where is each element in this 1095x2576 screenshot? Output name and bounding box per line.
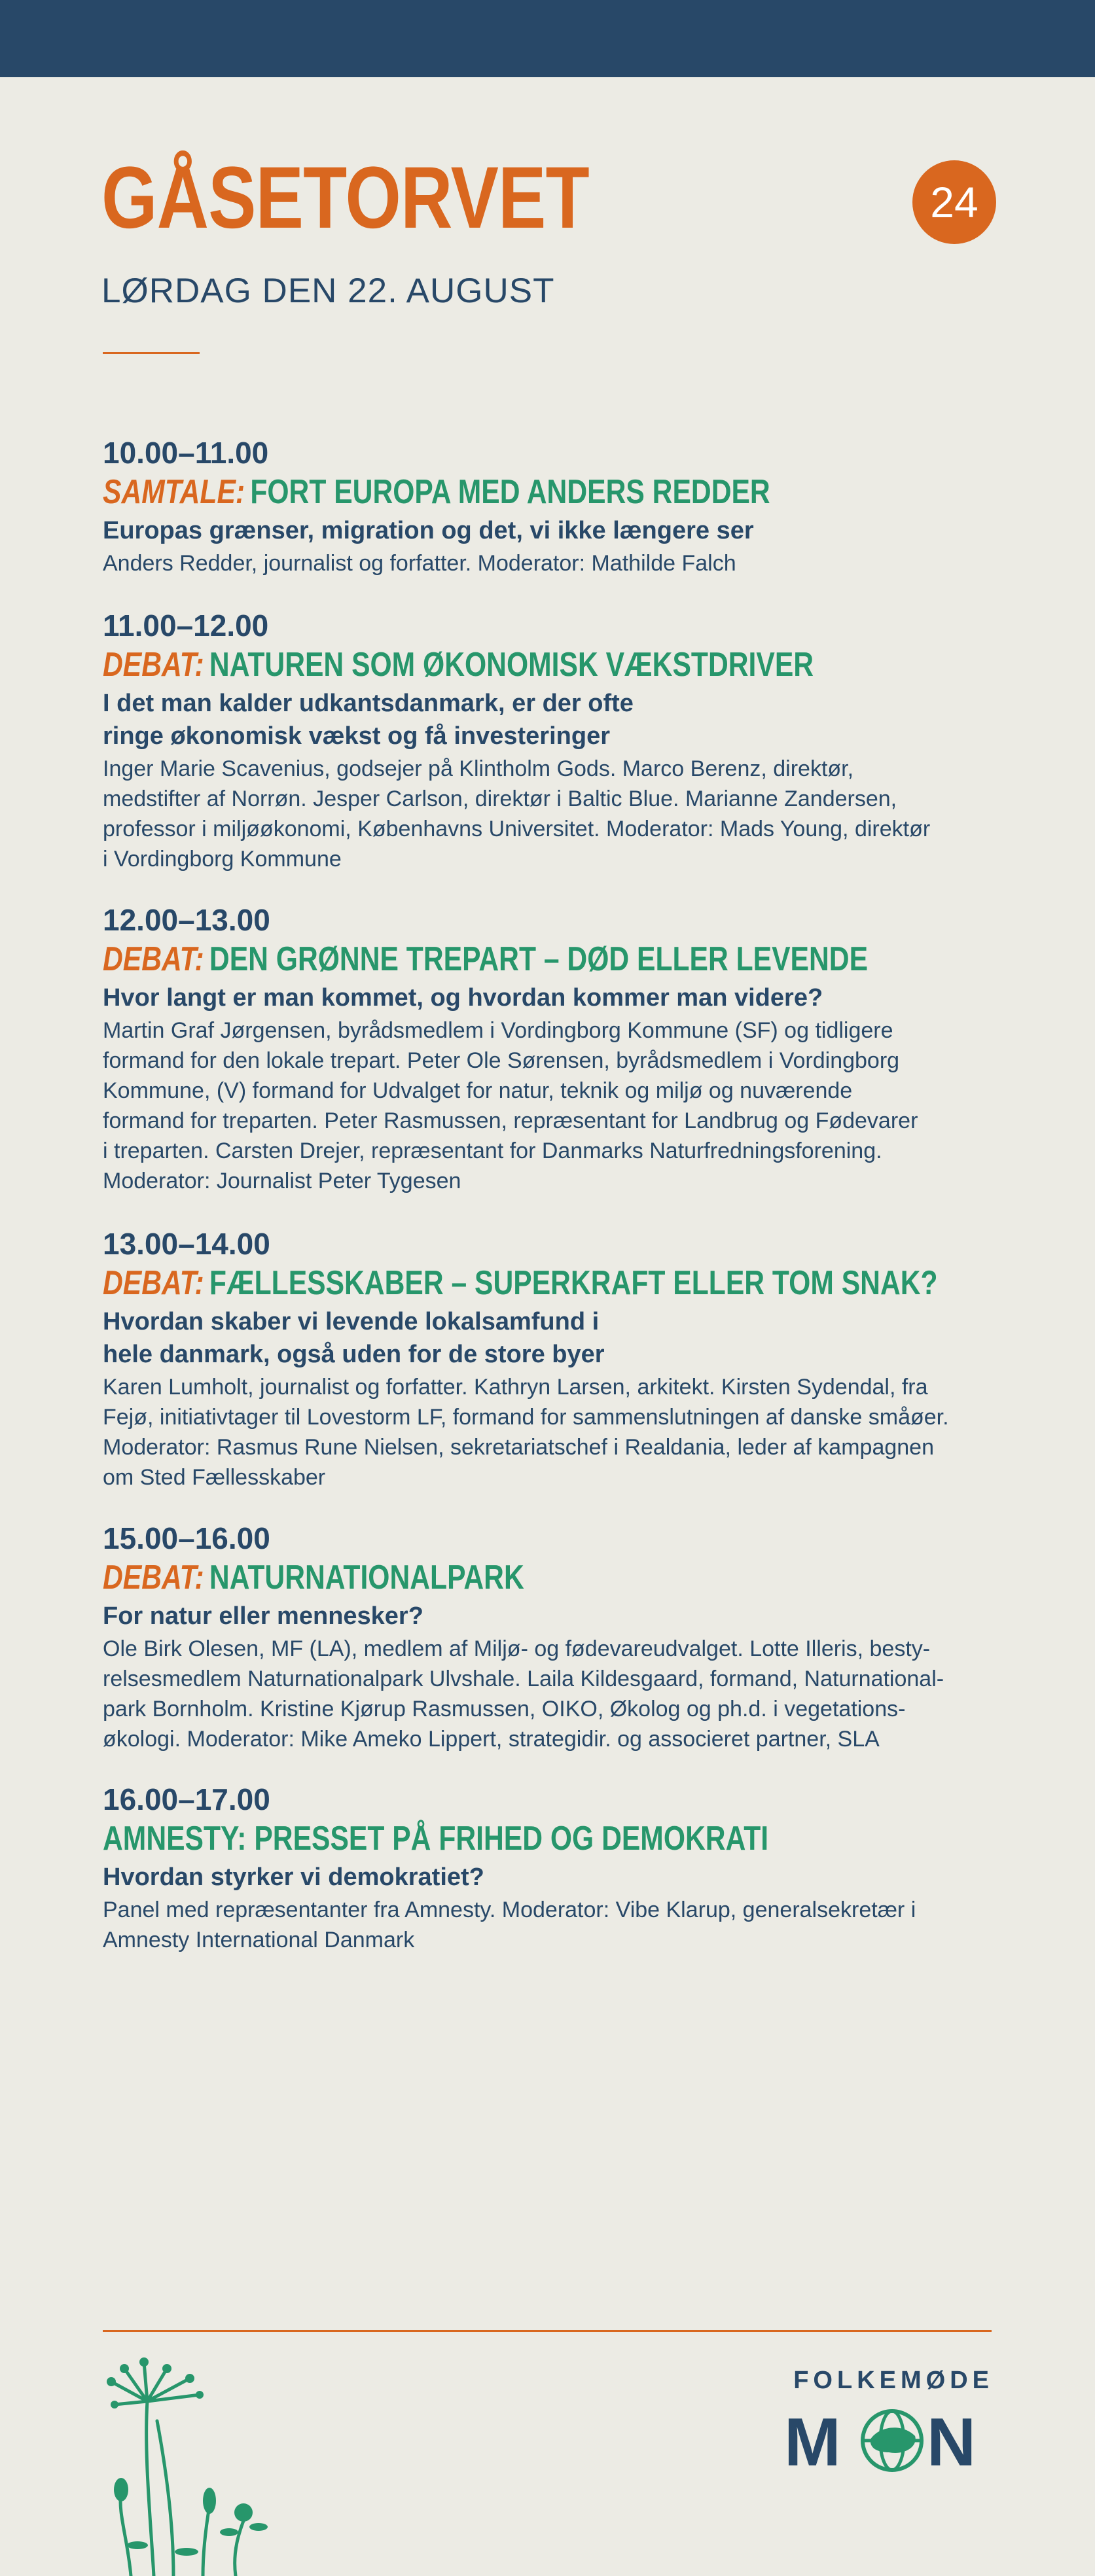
session-title: FORT EUROPA MED ANDERS REDDER bbox=[250, 473, 770, 511]
session-speakers: Panel med repræsentanter fra Amnesty. Moderator: Vibe Klarup, generalsekretær i Amnesty International Danmark bbox=[103, 1897, 916, 1952]
page-number-badge: 24 bbox=[912, 160, 996, 244]
session-title: NATURNATIONALPARK bbox=[209, 1559, 524, 1597]
session-kind: SAMTALE: bbox=[103, 473, 245, 511]
session-subtitle: Hvordan skaber vi levende lokalsamfund i hele danmark, også uden for de store byer bbox=[103, 1308, 605, 1368]
session-headline bbox=[103, 1262, 938, 1304]
top-banner bbox=[0, 0, 1095, 77]
session-subtitle: Europas grænser, migration og det, vi ikke længere ser bbox=[103, 517, 754, 544]
session-kind: DEBAT: bbox=[103, 646, 204, 684]
session-time: 15.00–16.00 bbox=[103, 1521, 270, 1555]
page-date: LØRDAG DEN 22. AUGUST bbox=[101, 272, 555, 310]
session-subtitle: Hvor langt er man kommet, og hvordan kommer man videre? bbox=[103, 984, 823, 1012]
session-subtitle: I det man kalder udkantsdanmark, er der ofte ringe økonomisk vækst og få investeringer bbox=[103, 690, 634, 750]
session-subtitle: Hvordan styrker vi demokratiet? bbox=[103, 1863, 484, 1891]
session-time: 11.00–12.00 bbox=[103, 609, 269, 643]
session-time: 12.00–13.00 bbox=[103, 903, 270, 937]
session-title: NATUREN SOM ØKONOMISK VÆKSTDRIVER bbox=[209, 646, 814, 684]
session-headline bbox=[103, 938, 869, 980]
session-speakers: Ole Birk Olesen, MF (LA), medlem af Miljø- og fødevareudvalget. Lotte Illeris, besty- relsesmedlem Naturnationalpark Ulvshale. Laila Kildesgaard, formand, Naturnational- park Bornholm. Kristine Kjørup Rasmussen, OIKO, Økolog og ph.d. i vegetations- økologi. Moderator: Mike Ameko Lippert, strategidir. og associeret partner, SLA bbox=[103, 1636, 944, 1752]
footer-divider bbox=[103, 2330, 992, 2332]
session-headline bbox=[103, 1818, 838, 1860]
brand-letter-m: M bbox=[784, 2407, 841, 2472]
session-kind: DEBAT: bbox=[103, 1264, 204, 1302]
session-time: 13.00–14.00 bbox=[103, 1227, 270, 1261]
page-title: GÅSETORVET bbox=[101, 149, 589, 247]
session-6 bbox=[103, 1781, 999, 1955]
session-title: DEN GRØNNE TREPART – DØD ELLER LEVENDE bbox=[209, 940, 869, 978]
session-headline bbox=[103, 1557, 838, 1598]
session-time: 16.00–17.00 bbox=[103, 1782, 270, 1816]
session-4 bbox=[103, 1226, 999, 1492]
title-divider bbox=[103, 352, 200, 354]
session-5 bbox=[103, 1520, 999, 1754]
session-subtitle: For natur eller mennesker? bbox=[103, 1602, 423, 1630]
session-kind: DEBAT: bbox=[103, 940, 204, 978]
session-2 bbox=[103, 607, 999, 874]
session-speakers: Karen Lumholt, journalist og forfatter. Kathryn Larsen, arkitekt. Kirsten Sydendal, fra Fejø, initiativtager til Lovestorm LF, formand for sammenslutningen af danske småøer. Moderator: Rasmus Rune Nielsen, sekretariatschef i Realdania, leder af kampagnen om Sted Fællesskaber bbox=[103, 1375, 949, 1490]
session-headline bbox=[103, 471, 838, 513]
session-time: 10.00–11.00 bbox=[103, 436, 269, 470]
brand-wordmark: FOLKEMØDE bbox=[793, 2367, 994, 2394]
flower-illustration bbox=[98, 2355, 281, 2576]
session-speakers: Martin Graf Jørgensen, byrådsmedlem i Vordingborg Kommune (SF) og tidligere formand for den lokale trepart. Peter Ole Sørensen, byrådsmedlem i Vordingborg Kommune, (V) formand for Udvalget for natur, teknik og miljø og nuværende formand for treparten. Peter Rasmussen, repræsentant for Landbrug og Fødevarer i treparten. Carsten Drejer, repræsentant for Danmarks Naturfredningsforening. Moderator: Journalist Peter Tygesen bbox=[103, 1018, 918, 1193]
brand-letter-n: N bbox=[927, 2407, 977, 2472]
session-1 bbox=[103, 434, 999, 578]
folkemode-mon-logo bbox=[784, 2407, 995, 2472]
session-kind: DEBAT: bbox=[103, 1559, 204, 1597]
globe-icon bbox=[863, 2411, 922, 2470]
session-3 bbox=[103, 902, 999, 1196]
session-title: AMNESTY: PRESSET PÅ FRIHED OG DEMOKRATI bbox=[103, 1820, 769, 1858]
session-speakers: Anders Redder, journalist og forfatter. Moderator: Mathilde Falch bbox=[103, 551, 736, 576]
session-title: FÆLLESSKABER – SUPERKRAFT ELLER TOM SNAK? bbox=[209, 1264, 938, 1302]
session-speakers: Inger Marie Scavenius, godsejer på Klintholm Gods. Marco Berenz, direktør, medstifter af Norrøn. Jesper Carlson, direktør i Baltic Blue. Marianne Zandersen, professor i miljøøkonomi, Københavns Universitet. Moderator: Mads Young, direktør i Vordingborg Kommune bbox=[103, 756, 931, 872]
session-headline bbox=[103, 644, 838, 686]
